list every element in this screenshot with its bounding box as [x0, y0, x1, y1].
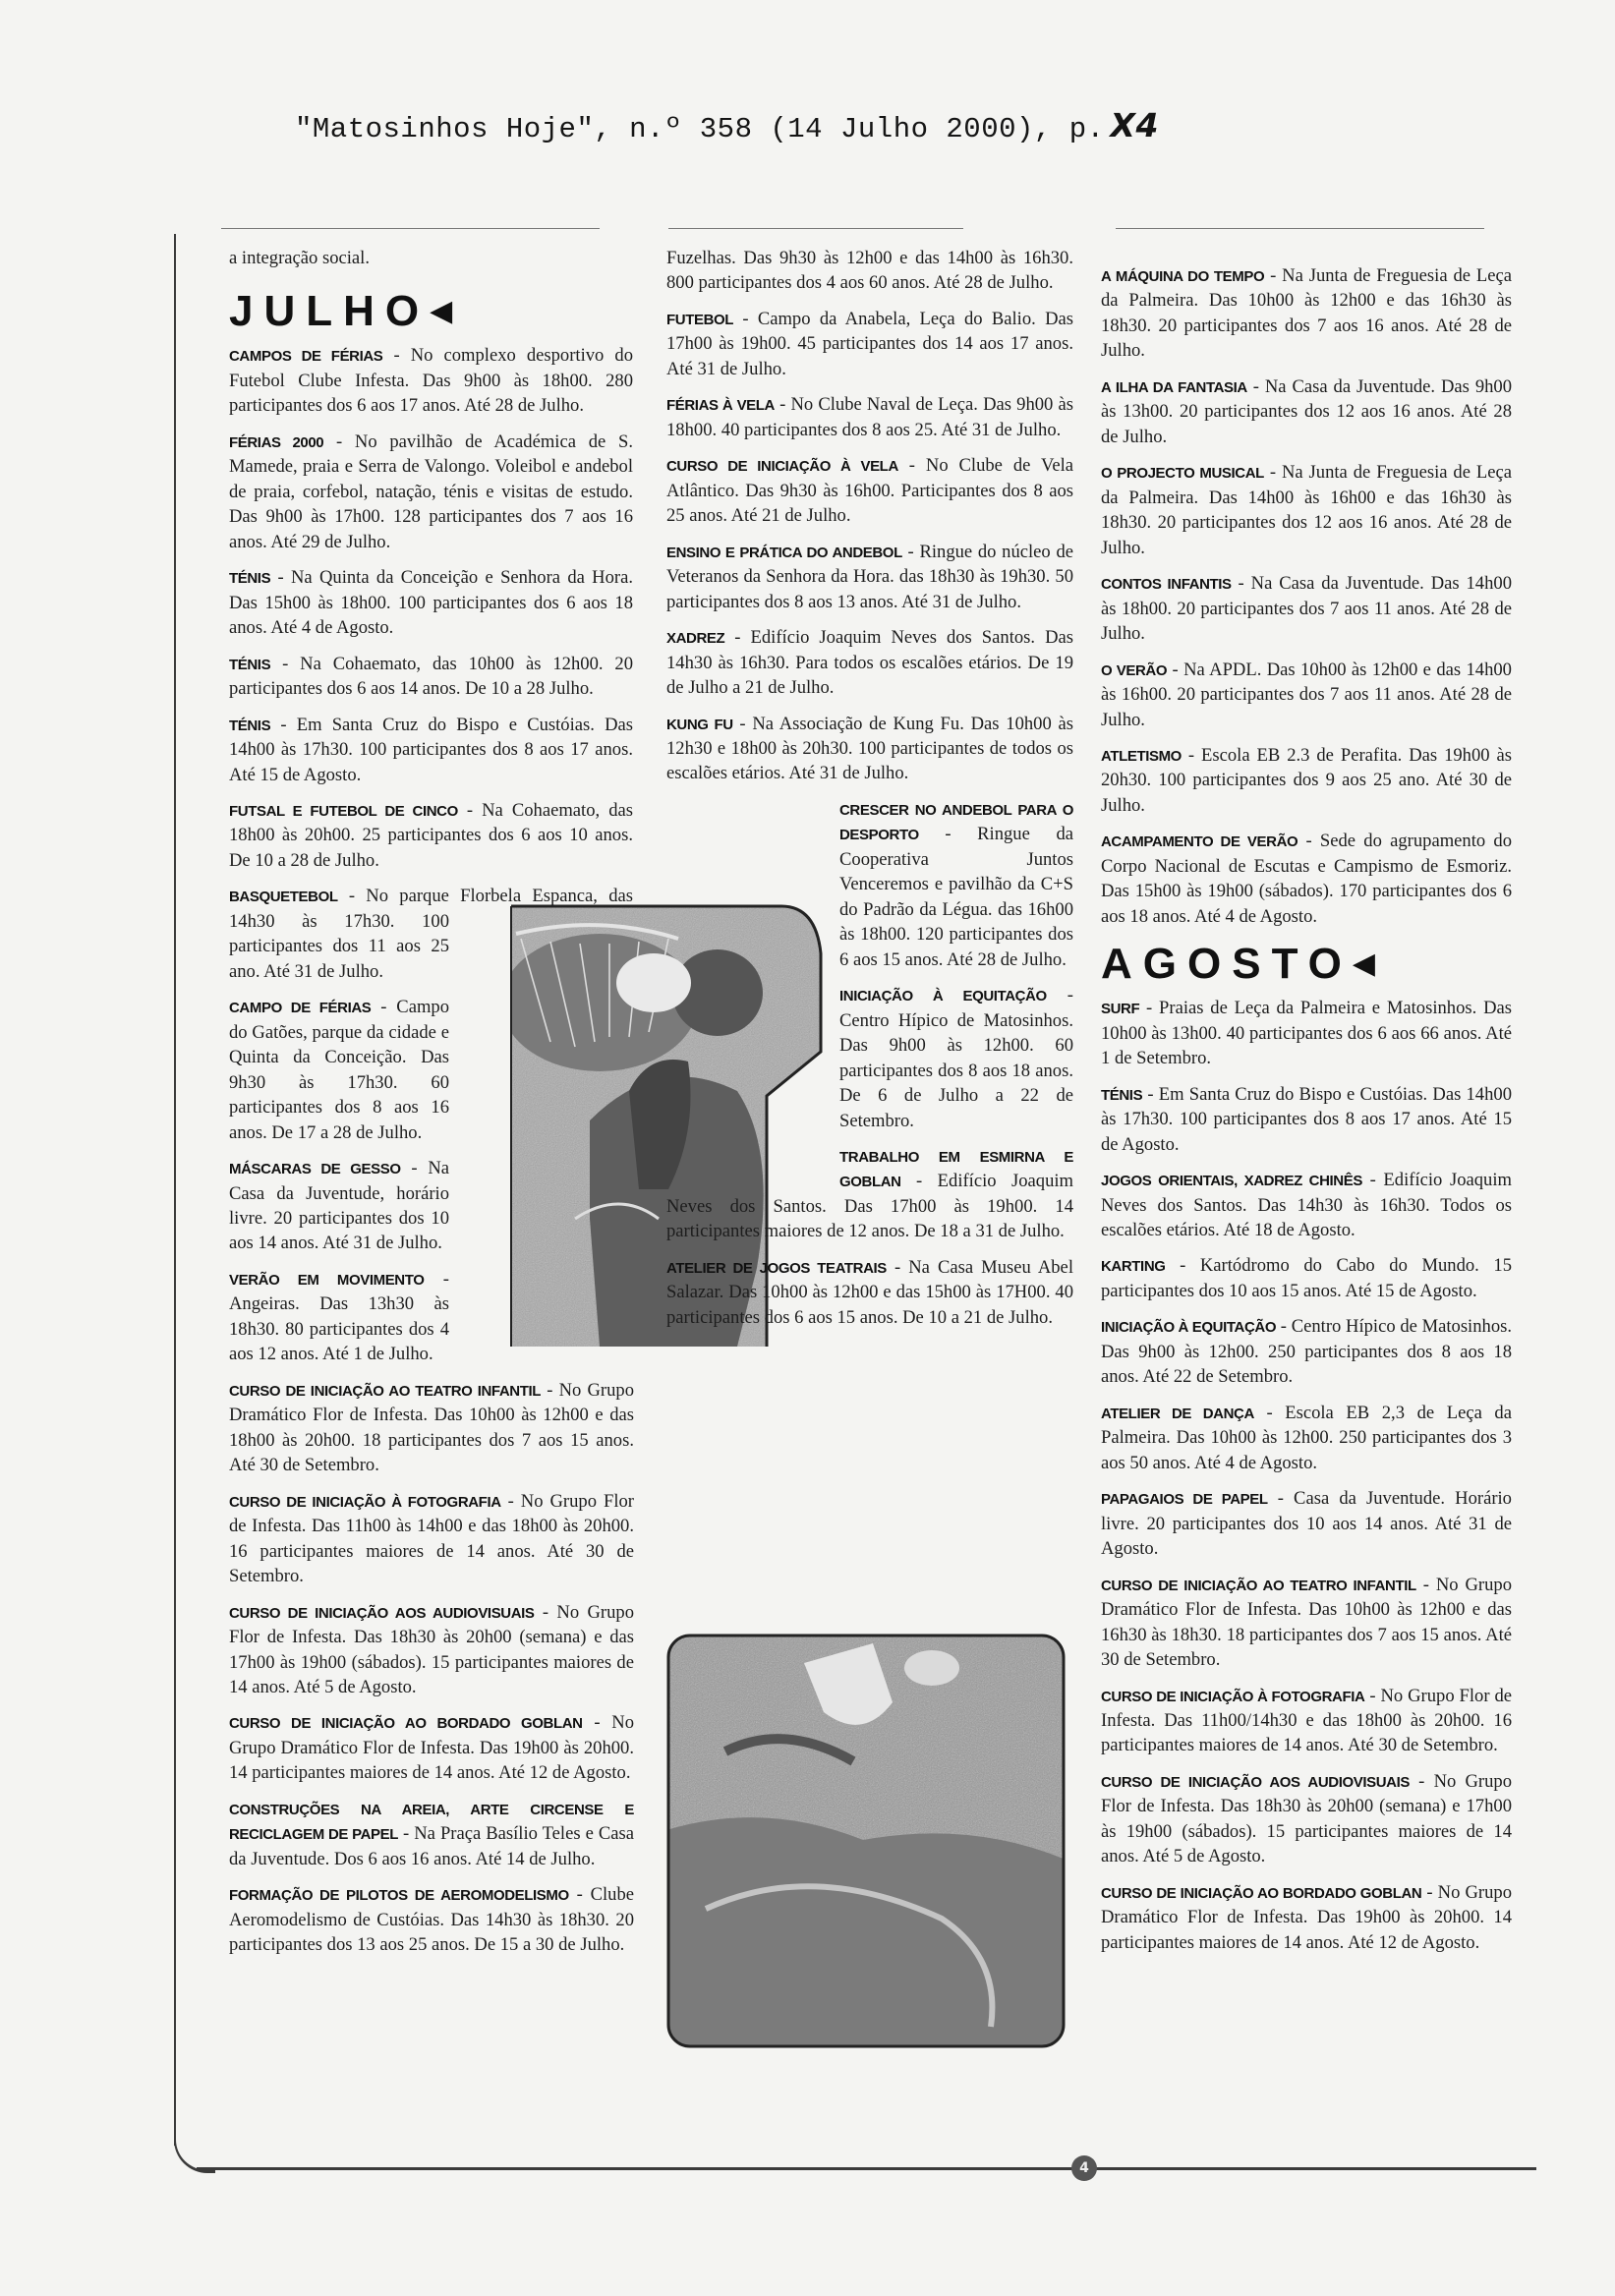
arrow-left-icon: ◀ [1352, 947, 1375, 981]
activity-details: - No Clube Naval de Leça. Das 9h00 às 18h00. 40 participantes dos 8 aos 25. Até 31 de Julho. [666, 394, 1073, 440]
activity-entry [1101, 1769, 1512, 1869]
activity-title: CAMPOS DE FÉRIAS [229, 348, 383, 366]
citation: "Matosinhos Hoje", n.º 358 (14 Julho 2000), p. [295, 113, 1105, 145]
activity-details: - Na Junta de Freguesia de Leça da Palmeira. Das 10h00 às 12h00 e das 16h30 às 18h30. 20 participantes dos 7 aos 16 anos. Até 28 de Julho. [1101, 265, 1512, 362]
activity-details: - Kartódromo do Cabo do Mundo. 15 participantes dos 10 aos 15 anos. Até 15 de Agosto. [1101, 1255, 1512, 1301]
activity-title: TÉNIS [229, 656, 271, 673]
activity-entry [1101, 571, 1512, 646]
activity-details: - Campo da Anabela, Leça do Balio. Das 17h00 às 19h00. 45 participantes dos 14 aos 17 anos. Até 31 de Julho. [666, 308, 1073, 379]
activity-details: - Ringue da Cooperativa Juntos Venceremos e pavilhão da C+S do Padrão da Légua. das 16h00 às 18h00. 120 participantes dos 6 aos 15 anos. Até 28 de Julho. [839, 824, 1073, 970]
activity-title: XADREZ [666, 630, 725, 648]
activity-details: - No Grupo Dramático Flor de Infesta. Das 19h00 às 20h00. 14 participantes maiores de 14 anos. Até 12 de Agosto. [229, 1712, 634, 1784]
page-mark: X4 [1110, 106, 1159, 144]
activity-entry [229, 1710, 634, 1785]
activity-title: ATLETISMO [1101, 747, 1182, 765]
activity-entry [666, 540, 1073, 614]
activity-entry [1101, 996, 1512, 1070]
page-number-badge: 4 [1071, 2155, 1097, 2181]
activity-title: SURF [1101, 1001, 1140, 1018]
activity-title: MÁSCARAS DE GESSO [229, 1161, 401, 1178]
activity-details: - Em Santa Cruz do Bispo e Custóias. Das 14h00 às 17h30. 100 participantes dos 8 aos 17 anos. Até 15 de Agosto. [229, 714, 633, 785]
activity-entry [229, 1489, 634, 1589]
activity-entry [1101, 1314, 1512, 1389]
activity-title: FÉRIAS 2000 [229, 433, 324, 451]
activity-entry [1101, 1168, 1512, 1242]
activity-title: TÉNIS [229, 717, 271, 734]
activity-entry [666, 625, 1073, 700]
activity-entry [666, 1255, 1073, 1330]
activity-entry [666, 392, 1073, 442]
activity-title: CURSO DE INICIAÇÃO À FOTOGRAFIA [229, 1493, 501, 1511]
activity-title: CURSO DE INICIAÇÃO AO BORDADO GOBLAN [1101, 1884, 1422, 1902]
activity-title: A ILHA DA FANTASIA [1101, 378, 1247, 396]
activity-details: - Na Associação de Kung Fu. Das 10h00 às 12h30 e 18h00 às 20h30. 100 participantes de todos os escalões etários. Até 31 de Julho. [666, 713, 1073, 784]
activity-title: JOGOS ORIENTAIS, XADREZ CHINÊS [1101, 1173, 1362, 1190]
activity-entry [1101, 1880, 1512, 1955]
activity-title: CONSTRUÇÕES NA AREIA, ARTE CIRCENSE E RECICLAGEM DE PAPEL [229, 1801, 634, 1844]
activity-entry [1101, 743, 1512, 818]
activity-details: - Ringue do núcleo de Veteranos da Senhora da Hora. das 18h30 às 19h30. 50 participantes dos 8 aos 13 anos. Até 31 de Julho. [666, 541, 1073, 612]
activity-title: CURSO DE INICIAÇÃO À VELA [666, 458, 898, 476]
activity-details: - Na Cohaemato, das 10h00 às 12h00. 20 participantes dos 6 aos 14 anos. De 10 a 28 Julho. [229, 653, 633, 700]
activity-entry [1101, 829, 1512, 929]
activity-details: - Na Casa da Juventude. Das 9h00 às 13h00. 20 participantes dos 12 aos 16 anos. Até 28 de Julho. [1101, 375, 1513, 447]
activity-title: TRABALHO EM ESMIRNA E GOBLAN [839, 1149, 1073, 1191]
activity-details: - Na Casa da Juventude, horário livre. 20 participantes dos 10 aos 14 anos. Até 31 de Julho. [229, 1158, 449, 1254]
activity-details: - Na Praça Basílio Teles e Casa da Juventude. Dos 6 aos 16 anos. Até 14 de Julho. [229, 1823, 634, 1869]
activity-title: CURSO DE INICIAÇÃO AO BORDADO GOBLAN [229, 1715, 583, 1733]
activity-details: - No Grupo Flor de Infesta. Das 18h30 às 20h00 (semana) e 17h00 às 19h00 (sábados). 15 participantes maiores de 14 anos. Até 5 de Agosto. [1101, 1770, 1513, 1867]
activity-details: - No pavilhão de Académica de S. Mamede, praia e Serra de Valongo. Voleibol e andebol de praia, corfebol, natação, ténis e visitas de estudo. Das 9h00 às 17h00. 128 participantes dos 7 aos 16 anos. Até 29 de Julho. [229, 430, 633, 552]
column-2 [666, 246, 1073, 1341]
activity-details: - No Grupo Dramático Flor de Infesta. Das 10h00 às 12h00 e das 18h00 às 20h00. 18 participantes dos 7 aos 15 anos. Até 30 de Setembro. [229, 1379, 634, 1476]
activity-entry [229, 798, 634, 873]
activity-details: - Na Casa da Juventude. Das 14h00 às 18h00. 20 participantes dos 7 aos 11 anos. Até 28 de Julho. [1101, 573, 1512, 645]
activity-title: KUNG FU [666, 716, 733, 733]
activity-entry [1101, 263, 1512, 364]
activity-list [666, 307, 1073, 1330]
frame-left-border [174, 234, 176, 2146]
activity-title: ATELIER DE DANÇA [1101, 1405, 1254, 1422]
column-rule [1116, 228, 1484, 229]
activity-title: ACAMPAMENTO DE VERÃO [1101, 833, 1298, 851]
activity-details: - Na Casa Museu Abel Salazar. Das 10h00 às 12h00 e das 15h00 às 17H00. 40 participantes dos 6 aos 15 anos. De 10 a 21 de Julho. [666, 1256, 1073, 1328]
activity-details: - Em Santa Cruz do Bispo e Custóias. Das 14h00 às 17h30. 100 participantes dos 8 aos 17 anos. Até 15 de Agosto. [1101, 1083, 1512, 1155]
activity-entry [1101, 1573, 1512, 1673]
activity-title: KARTING [1101, 1258, 1166, 1276]
activity-details: - Escola EB 2,3 de Leça da Palmeira. Das 10h00 às 12h00. 250 participantes dos 3 aos 50 anos. Até 4 de Agosto. [1101, 1402, 1512, 1473]
activity-details: - Edifício Joaquim Neves dos Santos. Das 14h30 às 16h30. Todos os escalões etários. Até 18 de Agosto. [1101, 1170, 1512, 1240]
activity-entry [666, 307, 1073, 381]
activity-entry [229, 1378, 634, 1478]
activity-details: - No Grupo Flor de Infesta. Das 11h00 às 14h00 e das 18h00 às 20h00. 16 participantes maiores de 14 anos. Até 30 de Setembro. [229, 1490, 634, 1587]
activity-title: PAPAGAIOS DE PAPEL [1101, 1491, 1268, 1509]
activity-details: - Na Quinta da Conceição e Senhora da Hora. Das 15h00 às 18h00. 100 participantes dos 6 aos 18 anos. Até 4 de Agosto. [229, 567, 633, 639]
activity-entry [1101, 1253, 1512, 1303]
activity-details: - No Grupo Dramático Flor de Infesta. Das 19h00 às 20h00. 14 participantes maiores de 14 anos. Até 12 de Agosto. [1101, 1881, 1512, 1953]
activity-title: INICIAÇÃO À EQUITAÇÃO [1101, 1319, 1277, 1337]
activity-title: FUTSAL E FUTEBOL DE CINCO [229, 802, 458, 820]
activity-details: - Edifício Joaquim Neves dos Santos. Das 17h00 às 19h00. 14 participantes maiores de 12 anos. De 18 a 31 de Julho. [666, 1171, 1073, 1242]
photo-wrap-spacer [666, 797, 839, 1190]
activity-entry [1101, 1082, 1512, 1157]
activity-title: TÉNIS [1101, 1086, 1143, 1104]
activity-title: CURSO DE INICIAÇÃO AO TEATRO INFANTIL [229, 1382, 542, 1400]
arrow-left-icon: ◀ [430, 295, 453, 328]
activity-entry [229, 430, 634, 554]
activity-title: INICIAÇÃO À EQUITAÇÃO [839, 988, 1047, 1005]
activity-entry [1101, 374, 1512, 449]
activity-entry [1101, 1401, 1512, 1475]
activity-entry [666, 453, 1073, 528]
activity-list [1101, 996, 1512, 1955]
activity-details: - Angeiras. Das 13h30 às 18h30. 80 participantes dos 4 aos 12 anos. Até 1 de Julho. [229, 1268, 449, 1365]
activity-title: A MÁQUINA DO TEMPO [1101, 268, 1265, 285]
activity-title: O VERÃO [1101, 661, 1168, 679]
activity-title: FÉRIAS À VELA [666, 397, 775, 415]
activity-title: BASQUETEBOL [229, 889, 338, 906]
activity-entry [1101, 658, 1512, 732]
month-heading-august: AGOSTO◀ [1101, 940, 1375, 989]
activity-details: - Clube Aeromodelismo de Custóias. Das 14h30 às 18h30. 20 participantes dos 13 aos 25 anos. De 15 a 30 de Julho. [229, 1884, 634, 1956]
activity-title: CONTOS INFANTIS [1101, 576, 1232, 594]
activity-title: VERÃO EM MOVIMENTO [229, 1271, 425, 1289]
activity-details: - No parque Florbela Espanca, das 14h30 às 17h30. 100 participantes dos 11 aos 25 ano. Até 31 de Julho. [229, 886, 633, 982]
activity-title: TÉNIS [229, 570, 271, 588]
activity-title: CURSO DE INICIAÇÃO À FOTOGRAFIA [1101, 1688, 1365, 1705]
activity-list [1101, 263, 1512, 929]
activity-title: CRESCER NO ANDEBOL PARA O DESPORTO [839, 801, 1073, 844]
activity-details: - Na Cohaemato, das 18h00 às 20h00. 25 participantes dos 6 aos 10 anos. De 10 a 28 de Julho. [229, 799, 633, 871]
activity-title: FUTEBOL [666, 311, 734, 328]
activity-entry [229, 565, 634, 640]
column-rule [668, 228, 963, 229]
activity-details: - Na Junta de Freguesia de Leça da Palmeira. Das 14h00 às 16h00 e das 16h30 às 18h30. 20 participantes dos 12 aos 16 anos. Até 28 de Julho. [1101, 462, 1512, 558]
activity-details: - No complexo desportivo do Futebol Clube Infesta. Das 9h00 às 18h00. 280 participantes dos 6 aos 17 anos. Até 28 de Julho. [229, 345, 633, 417]
activity-entry [1101, 1684, 1512, 1758]
activity-entry [229, 343, 634, 418]
activity-entry [229, 652, 634, 702]
activity-title: FORMAÇÃO DE PILOTOS DE AEROMODELISMO [229, 1887, 569, 1905]
activity-details: - Escola EB 2.3 de Perafita. Das 19h00 às 20h30. 100 participantes dos 9 aos 25 ano. Até 30 de Julho. [1101, 744, 1512, 816]
activity-entry [229, 1882, 634, 1957]
activity-details: - Casa da Juventude. Horário livre. 20 participantes dos 10 aos 14 anos. Até 31 de Agosto. [1101, 1488, 1512, 1560]
activity-details: - No Clube de Vela Atlântico. Das 9h30 às 16h00. Participantes dos 8 aos 25 anos. Até 21 de Julho. [666, 455, 1073, 527]
activity-entry [1101, 460, 1512, 560]
activity-title: CURSO DE INICIAÇÃO AOS AUDIOVISUAIS [1101, 1773, 1410, 1791]
activity-entry [1101, 1486, 1512, 1561]
activity-title: CURSO DE INICIAÇÃO AO TEATRO INFANTIL [1101, 1577, 1416, 1594]
activity-title: ENSINO E PRÁTICA DO ANDEBOL [666, 544, 902, 561]
activity-details: - No Grupo Flor de Infesta. Das 11h00/14h30 e das 18h00 às 20h00. 16 participantes maiores de 14 anos. Até 30 de Setembro. [1101, 1685, 1512, 1756]
activity-entry [229, 1797, 634, 1871]
activity-details: - No Grupo Dramático Flor de Infesta. Das 10h00 às 12h00 e das 16h30 às 18h30. 18 participantes dos 7 aos 15 anos. Até 30 de Setembro. [1101, 1574, 1512, 1671]
column-3 [1101, 263, 1512, 1966]
photo-sand-construction [666, 1634, 1066, 2048]
intro-text: Fuzelhas. Das 9h30 às 12h00 e das 14h00 às 16h30. 800 participantes dos 4 aos 60 anos. Até 28 de Julho. [666, 248, 1073, 294]
activity-details: - Sede do agrupamento do Corpo Nacional de Escutas e Campismo de Esmoriz. Das 15h00 às 19h00 (sábados). 170 participantes dos 6 aos 18 anos. Até 4 de Agosto. [1101, 831, 1512, 927]
activity-details: - No Grupo Flor de Infesta. Das 18h30 às 20h00 (semana) e das 17h00 às 19h00 (sábados). 15 participantes maiores de 14 anos. Até 5 de Agosto. [229, 1601, 635, 1697]
frame-bottom-border [197, 2167, 1536, 2170]
activity-details: - Centro Hípico de Matosinhos. Das 9h00 às 12h00. 250 participantes dos 8 aos 18 anos. Até 22 de Setembro. [1101, 1316, 1512, 1388]
publication-header [295, 106, 1159, 145]
activity-details: - Centro Hípico de Matosinhos. Das 9h00 às 12h00. 60 participantes dos 8 aos 18 anos. De 6 de Julho a 22 de Setembro. [839, 985, 1073, 1131]
activity-title: ATELIER DE JOGOS TEATRAIS [666, 1259, 887, 1277]
column-rule [221, 228, 600, 229]
activity-entry [229, 713, 634, 787]
activity-title: CAMPO DE FÉRIAS [229, 1000, 372, 1017]
activity-entry [229, 1600, 634, 1700]
intro-text: a integração social. [229, 248, 370, 268]
activity-details: - Campo do Gatões, parque da cidade e Quinta da Conceição. Das 9h30 às 17h30. 60 participantes dos 8 aos 16 anos. De 17 a 28 de Julho. [229, 997, 449, 1143]
activity-title: CURSO DE INICIAÇÃO AOS AUDIOVISUAIS [229, 1604, 535, 1622]
activity-title: O PROJECTO MUSICAL [1101, 465, 1264, 483]
month-heading-july: JULHO◀ [229, 287, 453, 336]
activity-entry [666, 712, 1073, 786]
activity-details: - Edifício Joaquim Neves dos Santos. Das 14h30 às 16h30. Para todos os escalões etários. De 19 de Julho a 21 de Julho. [666, 627, 1073, 699]
activity-details: - Na APDL. Das 10h00 às 12h00 e das 14h00 às 16h00. 20 participantes dos 7 aos 11 anos. Até 28 de Julho. [1101, 659, 1512, 730]
activity-details: - Praias de Leça da Palmeira e Matosinhos. Das 10h00 às 13h00. 40 participantes dos 6 aos 66 anos. Até 1 de Setembro. [1101, 998, 1512, 1069]
